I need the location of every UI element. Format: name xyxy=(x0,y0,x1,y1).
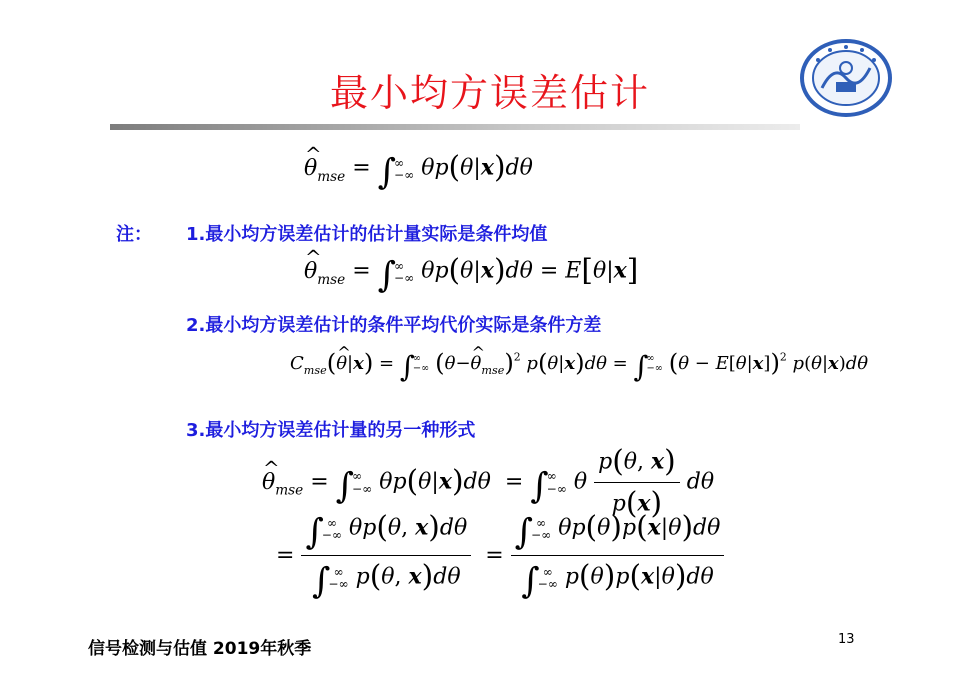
equation-alt-form-2: = ∫ ∞ −∞ θp(θ, x)dθ ∫ ∞ −∞ p(θ, x)dθ = ∫ ∞ −∞ θp(θ)p(x|θ)dθ ∫ ∞ −∞ p(θ)p(x|θ)dθ xyxy=(276,510,724,602)
equation-conditional-variance: $C_{mse}(\^{}$ θ|x) = ∫∞ −∞ (θ−^ $\theta_{mse})^2$ p(θ|x)dθ = ∫∞ −∞ $(\theta - E[\theta|x])^2$ p(θ|x)dθ xyxy=(290,348,868,383)
note-label: 注： xyxy=(116,224,152,245)
note-1-text: 1.最小均方误差估计的估计量实际是条件均值 xyxy=(186,224,548,245)
slide-title: 最小均方误差估计 xyxy=(329,71,650,115)
footer-course-label: 信号检测与估值 2019年秋季 xyxy=(88,639,312,659)
university-seal-logo xyxy=(798,38,894,118)
note-2-text: 2.最小均方误差估计的条件平均代价实际是条件方差 xyxy=(186,315,602,336)
equation-conditional-mean: ^ $\theta_{mse}$ = ∫∞ −∞ θp(θ|x)dθ = E[θ|x] xyxy=(304,253,638,295)
title-divider xyxy=(110,124,800,130)
page-number: 13 xyxy=(838,632,855,647)
note-3-text: 3.最小均方误差估计量的另一种形式 xyxy=(186,420,476,441)
equation-alt-form-1: ^ $\theta_{mse}$ = ∫∞ −∞ θp(θ|x)dθ = ∫∞ −∞ θ $\frac{p(\theta, x)}{p(x)}$ dθ xyxy=(262,444,714,521)
equation-mmse-definition: ^ $\theta_{mse}$ = ∫∞ −∞ θp(θ|x)dθ xyxy=(304,150,533,192)
